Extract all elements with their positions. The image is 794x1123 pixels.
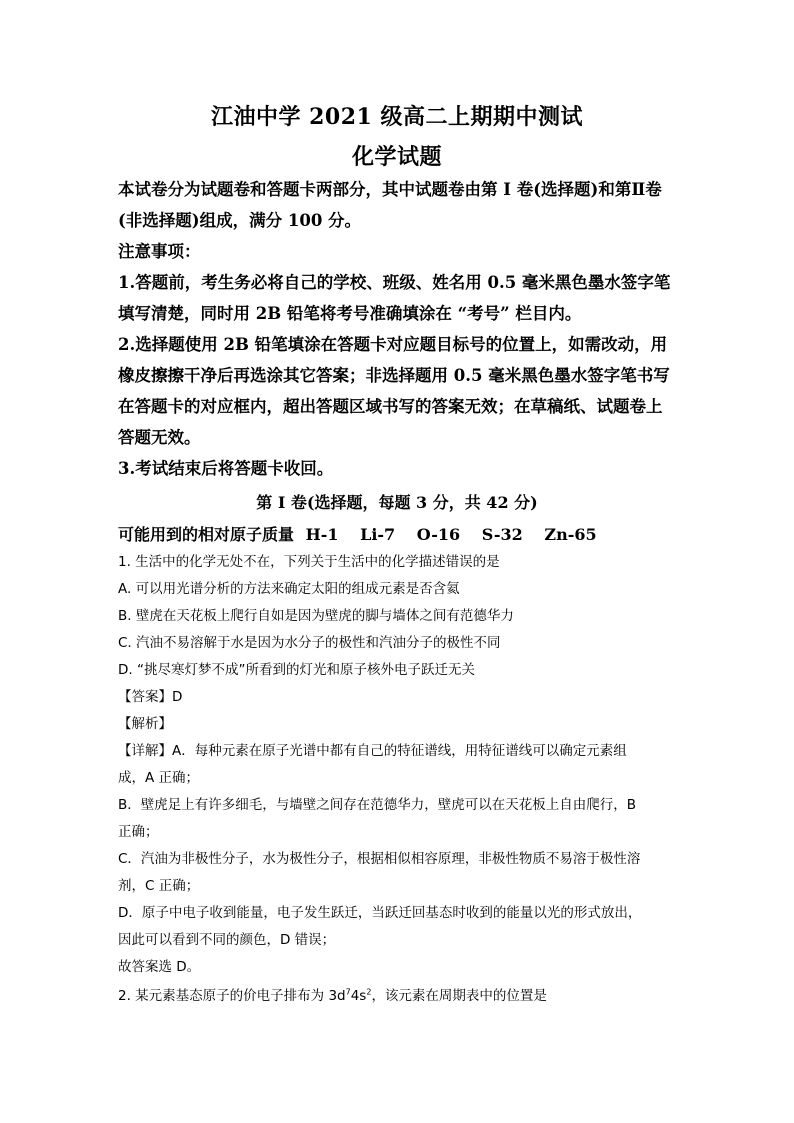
- exam-subtitle: 化学试题: [351, 144, 442, 170]
- notice-label: 注意事项：: [118, 242, 201, 261]
- atomic-mass-s: S-32: [481, 525, 523, 544]
- notice-item-1: 1.答题前，考生务必将自己的学校、班级、姓名用 0.5 毫米黑色墨水签字笔填写清楚，同时用 2B 铅笔将考号准确填涂在 “考号” 栏目内。: [118, 273, 671, 323]
- question-2-sup-1: 7: [345, 987, 351, 997]
- section-1-heading: 第 I 卷(选择题，每题 3 分，共 42 分): [256, 493, 538, 512]
- detail-line: 成，A 正确；: [118, 770, 200, 786]
- atomic-mass-label: 可能用到的相对原子质量: [118, 525, 295, 544]
- detail-line: 正确；: [118, 824, 159, 840]
- atomic-mass-h: H-1: [305, 525, 339, 544]
- question-2-stem-mid: 4s: [350, 988, 367, 1004]
- question-1-analysis-label: 【解析】: [118, 716, 172, 732]
- detail-line: 【详解】A．每种元素在原子光谱中都有自己的特征谱线，用特征谱线可以确定元素组: [118, 743, 627, 759]
- detail-conclusion: 故答案选 D。: [118, 959, 201, 975]
- question-1-stem: 1. 生活中的化学无处不在，下列关于生活中的化学描述错误的是: [118, 554, 500, 570]
- atomic-mass-li: Li-7: [360, 525, 396, 544]
- question-2-stem: [118, 983, 678, 1010]
- notice-item-3: 3.考试结束后将答题卡收回。: [118, 459, 334, 478]
- question-2-sup-2: 2: [366, 987, 372, 997]
- atomic-mass-o: O-16: [416, 525, 461, 544]
- question-1-option-a: A. 可以用光谱分析的方法来确定太阳的组成元素是否含氦: [118, 581, 460, 597]
- question-1-answer: 【答案】D: [118, 689, 183, 705]
- question-1-option-c: C. 汽油不易溶解于水是因为水分子的极性和汽油分子的极性不同: [118, 635, 501, 651]
- atomic-mass-zn: Zn-65: [544, 525, 597, 544]
- question-1-option-b: B. 壁虎在天花板上爬行自如是因为壁虎的脚与墙体之间有范德华力: [118, 608, 514, 624]
- detail-line: B．壁虎足上有许多细毛，与墙壁之间存在范德华力，壁虎可以在天花板上自由爬行，B: [118, 797, 637, 813]
- question-2-stem-prefix: 2. 某元素基态原子的价电子排布为 3d: [118, 988, 346, 1004]
- atomic-mass-line: [118, 522, 613, 545]
- notice-item-2: 2.选择题使用 2B 铅笔填涂在答题卡对应题目标号的位置上，如需改动，用橡皮擦擦干净后再选涂其它答案；非选择题用 0.5 毫米黑色墨水签字笔书写在答题卡的对应框内，超出答题区域书写的答案无效；在草稿纸、试题卷上答题无效。: [118, 335, 670, 447]
- question-1-option-d: D. “挑尽寒灯梦不成”所看到的灯光和原子核外电子跃迁无关: [118, 662, 475, 678]
- question-2-stem-suffix: ，该元素在周期表中的位置是: [371, 988, 547, 1004]
- detail-line: C．汽油为非极性分子，水为极性分子，根据相似相容原理，非极性物质不易溶于极性溶: [118, 851, 641, 867]
- detail-line: 剂，C 正确；: [118, 878, 200, 894]
- detail-line: 因此可以看到不同的颜色，D 错误；: [118, 932, 336, 948]
- detail-line: D．原子中电子收到能量，电子发生跃迁，当跃迁回基态时收到的能量以光的形式放出，: [118, 905, 642, 921]
- exam-title: 江油中学 2021 级高二上期期中测试: [210, 104, 584, 130]
- intro-paragraph: 本试卷分为试题卷和答题卡两部分，其中试题卷由第 I 卷(选择题)和第Ⅱ卷(非选择题)组成，满分 100 分。: [118, 180, 662, 230]
